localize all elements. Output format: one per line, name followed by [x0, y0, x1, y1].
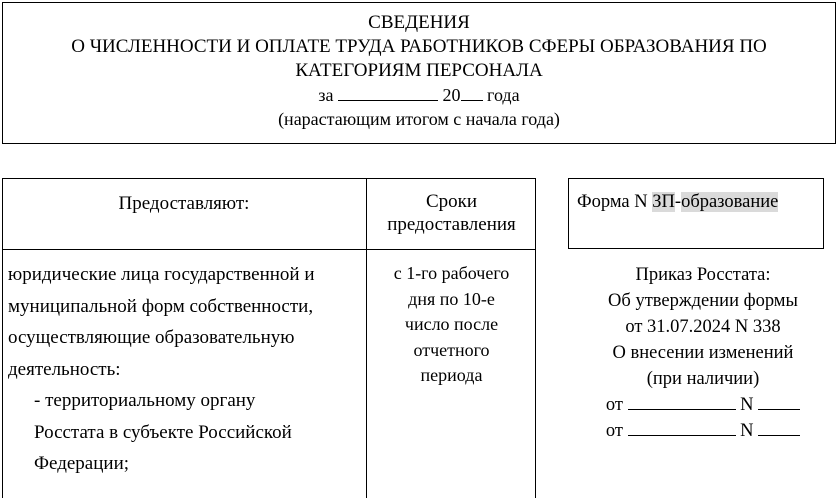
period-prefix: за [318, 85, 334, 105]
deadline-line: отчетного [413, 339, 490, 360]
recipient-line: - территориальному органу [34, 390, 256, 411]
order-line-2: Об утверждении формы [608, 291, 798, 311]
amendment-from-label: от [605, 395, 623, 415]
order-line-3: от 31.07.2024 N 338 [625, 317, 781, 337]
deadline-cell [367, 261, 536, 389]
header-deadline [367, 178, 536, 249]
deadline-line: дня по 10-е [408, 288, 495, 309]
recipient-line: Федерации; [34, 453, 130, 474]
form-title-box [2, 2, 836, 144]
year-blank[interactable] [461, 84, 483, 101]
order-line-4: О внесении изменений [612, 343, 794, 363]
amendment-number-label: N [740, 395, 754, 415]
period-suffix: года [487, 85, 520, 105]
form-code-highlight-2: образование [681, 192, 779, 212]
amendment-row-2 [568, 418, 838, 444]
amendment-from-label: от [605, 421, 623, 441]
form-code-dash: - [674, 192, 682, 212]
form-code-box [568, 178, 824, 249]
header-deadline-line-2: предоставления [387, 214, 516, 235]
title-line-1: СВЕДЕНИЯ [368, 12, 470, 33]
amendment-row-1 [568, 392, 838, 418]
title-line-2: О ЧИСЛЕННОСТИ И ОПЛАТЕ ТРУДА РАБОТНИКОВ СФЕРЫ ОБРАЗОВАНИЯ ПО [71, 36, 767, 57]
amendment-number-label: N [740, 421, 754, 441]
submitters-line: осуществляющие образовательную [8, 327, 295, 348]
table-header-divider [2, 249, 536, 250]
period-year: 20 [442, 85, 461, 105]
submitters-line: юридические лица государственной и [8, 264, 315, 285]
order-line-1: Приказ Росстата: [635, 265, 771, 285]
report-period [3, 83, 835, 107]
submitters-line: муниципальной форм собственности, [8, 295, 314, 317]
header-deadline-line-1: Сроки [425, 191, 478, 212]
deadline-line: число после [404, 314, 499, 334]
form-prefix: Форма N [577, 192, 648, 212]
form-code-highlight-1: ЗП [652, 192, 675, 212]
order-line-5: (при наличии) [646, 369, 760, 389]
deadline-line: с 1-го рабочего [393, 263, 510, 283]
header-submitters: Предоставляют: [118, 192, 250, 214]
submitters-cell [8, 259, 366, 480]
amendment-date-blank[interactable] [628, 392, 736, 410]
amendment-number-blank[interactable] [758, 418, 800, 436]
amendment-number-blank[interactable] [758, 392, 800, 410]
title-note: (нарастающим итогом с начала года) [278, 109, 560, 129]
period-blank[interactable] [338, 84, 438, 101]
amendment-date-blank[interactable] [628, 418, 736, 436]
recipient-line: Росстата в субъекте Российской [34, 421, 292, 443]
submitters-line: деятельность: [8, 358, 121, 380]
deadline-line: периода [420, 365, 483, 385]
order-block [568, 262, 838, 444]
title-line-3: КАТЕГОРИЯМ ПЕРСОНАЛА [295, 60, 543, 81]
